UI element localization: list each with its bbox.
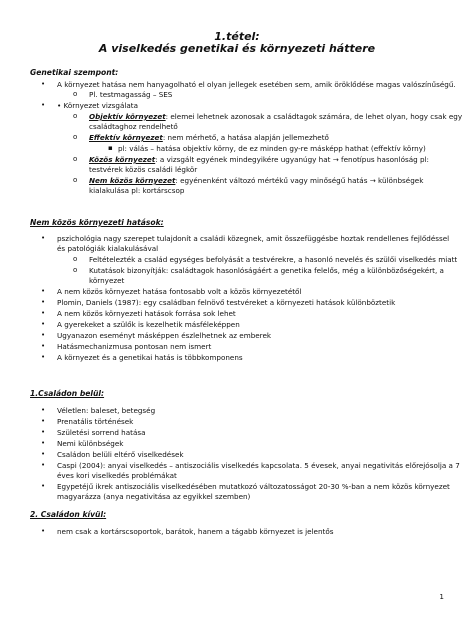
list-item: Caspi (2004): anyai viselkedés – antiszociális viselkedés kapcsolata. 5 évesek, anyai negativitás előrejósolja a 7: [57, 461, 460, 470]
list-item: pszichológia nagy szerepet tulajdonít a családi közegnek, amit összefüggésbe hoztak rendellenes fejlődéssel: [57, 234, 450, 243]
circle-bullet-icon: o: [73, 112, 78, 120]
bullet-icon: •: [41, 287, 46, 295]
circle-bullet-icon: o: [73, 255, 78, 263]
bullet-icon: •: [41, 527, 46, 535]
list-item-common: Közös környezet: a vizsgált egyének mindegyikére ugyanúgy hat → fenotípus hasonlóság pl:: [89, 155, 429, 164]
list-item: A környezet hatása nem hanyagolható el olyan jellegek esetében sem, amik öröklődése magas valószínűségű.: [57, 80, 456, 89]
list-item-noncommon: Nem közös környezet: egyénenként változó mértékű vagy minőségű hatás → különbségek: [89, 176, 424, 185]
square-bullet-icon: ▪: [108, 144, 113, 152]
list-item-continuation: éves kori viselkedés problémákat: [57, 471, 177, 480]
section-heading-genetic: Genetikai szempont:: [30, 68, 119, 77]
list-item: A gyerekeket a szülők is kezelhetik másféleképpen: [57, 320, 240, 329]
bullet-icon: •: [41, 309, 46, 317]
bullet-icon: •: [41, 450, 46, 458]
bullet-icon: •: [41, 342, 46, 350]
list-item-continuation: környezet: [89, 276, 125, 285]
document-title: A viselkedés genetikai és környezeti háttere: [98, 42, 376, 55]
bullet-icon: •: [41, 353, 46, 361]
bullet-icon: •: [41, 417, 46, 425]
bullet-icon: •: [41, 331, 46, 339]
list-item: Kutatások bizonyítják: családtagok hasonlóságáért a genetika felelős, még a különbözőségekért, a: [89, 266, 444, 275]
list-item: Ugyanazon eseményt másképpen észlelhetnek az emberek: [57, 331, 272, 340]
list-item: Prenatális történések: [57, 417, 134, 426]
list-item: • Környezet vizsgálata: [57, 101, 138, 110]
list-item: Születési sorrend hatása: [57, 428, 146, 437]
bullet-icon: •: [41, 320, 46, 328]
section-heading-outside-family: 2. Családon kívül:: [30, 510, 107, 519]
list-item: A nem közös környezet hatása fontosabb volt a közös környezetétől: [57, 287, 302, 296]
list-item-continuation: családtaghoz rendelhető: [89, 122, 178, 131]
bullet-icon: •: [41, 406, 46, 414]
list-item: pl: válás – hatása objektív körny, de ez minden gy-re másképp hathat (effektív körny): [118, 144, 426, 153]
section-heading-noncommon: Nem közös környezeti hatások:: [30, 218, 164, 227]
bullet-icon: •: [41, 482, 46, 490]
bullet-icon: •: [41, 461, 46, 469]
list-item-continuation: és patológiák kialakulásával: [57, 244, 159, 253]
document-title-number: 1.tétel:: [214, 30, 260, 43]
list-item: A környezet és a genetikai hatás is többkomponens: [57, 353, 243, 362]
bullet-icon: •: [41, 234, 46, 242]
list-item: Hatásmechanizmusa pontosan nem ismert: [57, 342, 212, 351]
list-item: Nemi különbségek: [57, 439, 124, 448]
bullet-icon: •: [41, 101, 46, 109]
list-item: Feltételezték a család egységes befolyását a testvérekre, a hasonló nevelés és szülői viselkedés miatt: [89, 255, 458, 264]
circle-bullet-icon: o: [73, 133, 78, 141]
bullet-icon: •: [41, 80, 46, 88]
circle-bullet-icon: o: [73, 176, 78, 184]
list-item: Véletlen: baleset, betegség: [57, 406, 156, 415]
circle-bullet-icon: o: [73, 266, 78, 274]
list-item: Családon belüli eltérő viselkedések: [57, 450, 184, 459]
circle-bullet-icon: o: [73, 90, 78, 98]
list-item: A nem közös környezeti hatások forrása sok lehet: [57, 309, 236, 318]
list-item-continuation: testvérek közös családi légkör: [89, 165, 198, 174]
bullet-icon: •: [41, 428, 46, 436]
list-item-continuation: kialakulása pl: kortárscsop: [89, 186, 185, 195]
list-item: nem csak a kortárscsoportok, barátok, hanem a tágabb környezet is jelentős: [57, 527, 334, 536]
page-number: 1: [439, 592, 444, 601]
bullet-icon: •: [41, 298, 46, 306]
list-item: Pl. testmagasság – SES: [89, 90, 173, 99]
list-item-objective: Objektív környezet: elemei lehetnek azonosak a családtagok számára, de lehet olyan, hogy csak egy: [89, 112, 463, 121]
circle-bullet-icon: o: [73, 155, 78, 163]
list-item: Egypetéjű ikrek antiszociális viselkedésében mutatkozó változatosságot 20-30 %-ban a nem közös környezet: [57, 482, 450, 491]
list-item-effective: Effektív környezet: nem mérhető, a hatása alapján jellemezhető: [89, 133, 329, 142]
list-item-continuation: magyarázza (anya negativitása az egyikkel szemben): [57, 492, 251, 501]
list-item: Plomin, Daniels (1987): egy családban felnövő testvéreket a környezeti hatások különböztetik: [57, 298, 396, 307]
section-heading-within-family: 1.Családon belül:: [30, 389, 105, 398]
bullet-icon: •: [41, 439, 46, 447]
